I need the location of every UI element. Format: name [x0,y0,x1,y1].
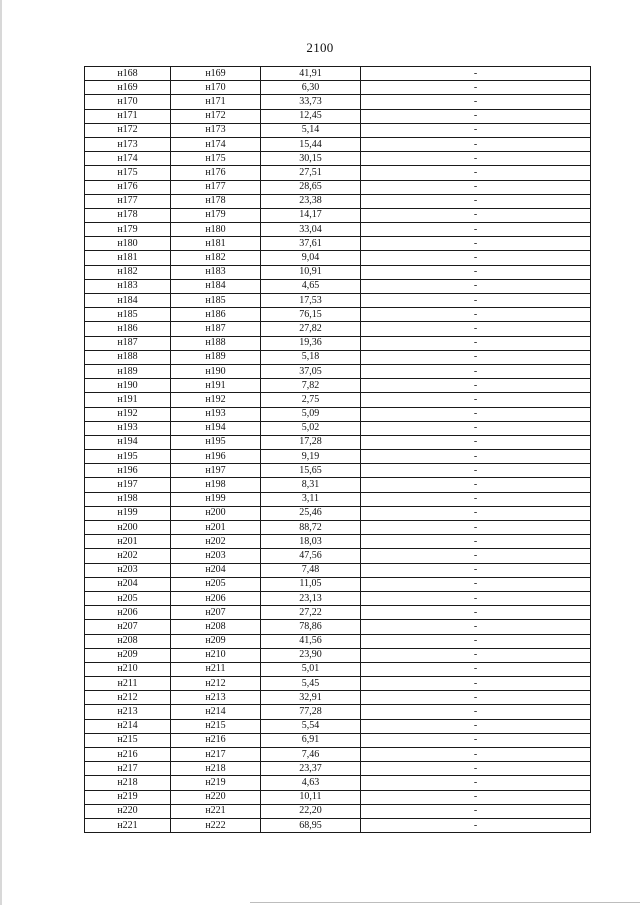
from-point-cell: н175 [85,166,171,180]
note-cell: - [361,521,591,535]
length-cell: 77,28 [261,705,361,719]
to-point-cell: н209 [171,634,261,648]
length-cell: 33,04 [261,223,361,237]
from-point-cell: н218 [85,776,171,790]
length-cell: 7,48 [261,563,361,577]
note-cell: - [361,478,591,492]
to-point-cell: н202 [171,535,261,549]
to-point-cell: н219 [171,776,261,790]
table-row [85,208,591,222]
from-point-cell: н199 [85,506,171,520]
table-row [85,577,591,591]
to-point-cell: н205 [171,577,261,591]
note-cell: - [361,393,591,407]
length-cell: 22,20 [261,804,361,818]
length-cell: 6,91 [261,733,361,747]
length-cell: 2,75 [261,393,361,407]
table-row [85,464,591,478]
note-cell: - [361,435,591,449]
from-point-cell: н186 [85,322,171,336]
to-point-cell: н199 [171,492,261,506]
length-cell: 7,46 [261,748,361,762]
to-point-cell: н197 [171,464,261,478]
length-cell: 10,11 [261,790,361,804]
from-point-cell: н205 [85,591,171,605]
from-point-cell: н187 [85,336,171,350]
note-cell: - [361,294,591,308]
table-row [85,265,591,279]
table-row [85,407,591,421]
table-row [85,450,591,464]
length-cell: 4,63 [261,776,361,790]
length-cell: 10,91 [261,265,361,279]
length-cell: 32,91 [261,691,361,705]
from-point-cell: н215 [85,733,171,747]
to-point-cell: н188 [171,336,261,350]
length-cell: 4,65 [261,279,361,293]
from-point-cell: н181 [85,251,171,265]
table-row [85,591,591,605]
note-cell: - [361,648,591,662]
to-point-cell: н171 [171,95,261,109]
note-cell: - [361,804,591,818]
table-row [85,322,591,336]
from-point-cell: н216 [85,748,171,762]
to-point-cell: н196 [171,450,261,464]
note-cell: - [361,208,591,222]
table-row [85,662,591,676]
from-point-cell: н202 [85,549,171,563]
note-cell: - [361,719,591,733]
to-point-cell: н217 [171,748,261,762]
from-point-cell: н194 [85,435,171,449]
length-cell: 15,65 [261,464,361,478]
from-point-cell: н168 [85,67,171,81]
note-cell: - [361,818,591,832]
table-row [85,634,591,648]
note-cell: - [361,776,591,790]
length-cell: 25,46 [261,506,361,520]
from-point-cell: н179 [85,223,171,237]
from-point-cell: н208 [85,634,171,648]
note-cell: - [361,166,591,180]
length-cell: 18,03 [261,535,361,549]
from-point-cell: н207 [85,620,171,634]
from-point-cell: н204 [85,577,171,591]
to-point-cell: н169 [171,67,261,81]
length-cell: 68,95 [261,818,361,832]
table-row [85,421,591,435]
length-cell: 30,15 [261,152,361,166]
to-point-cell: н218 [171,762,261,776]
table-row [85,705,591,719]
note-cell: - [361,194,591,208]
length-cell: 88,72 [261,521,361,535]
table-row [85,81,591,95]
to-point-cell: н184 [171,279,261,293]
table-row [85,180,591,194]
note-cell: - [361,421,591,435]
to-point-cell: н173 [171,123,261,137]
from-point-cell: н212 [85,691,171,705]
length-cell: 37,61 [261,237,361,251]
table-row [85,691,591,705]
note-cell: - [361,123,591,137]
note-cell: - [361,67,591,81]
to-point-cell: н216 [171,733,261,747]
table-row [85,67,591,81]
from-point-cell: н171 [85,109,171,123]
note-cell: - [361,336,591,350]
table-row [85,294,591,308]
length-cell: 33,73 [261,95,361,109]
length-cell: 8,31 [261,478,361,492]
from-point-cell: н184 [85,294,171,308]
table-row [85,364,591,378]
table-row [85,251,591,265]
length-cell: 41,56 [261,634,361,648]
to-point-cell: н220 [171,790,261,804]
to-point-cell: н195 [171,435,261,449]
length-cell: 14,17 [261,208,361,222]
to-point-cell: н201 [171,521,261,535]
to-point-cell: н193 [171,407,261,421]
length-cell: 12,45 [261,109,361,123]
table-row [85,478,591,492]
to-point-cell: н190 [171,364,261,378]
note-cell: - [361,634,591,648]
note-cell: - [361,109,591,123]
table-row [85,237,591,251]
to-point-cell: н200 [171,506,261,520]
from-point-cell: н170 [85,95,171,109]
table-row [85,166,591,180]
length-cell: 9,19 [261,450,361,464]
length-cell: 27,22 [261,606,361,620]
to-point-cell: н206 [171,591,261,605]
note-cell: - [361,577,591,591]
length-cell: 47,56 [261,549,361,563]
note-cell: - [361,733,591,747]
note-cell: - [361,279,591,293]
to-point-cell: н211 [171,662,261,676]
from-point-cell: н198 [85,492,171,506]
to-point-cell: н174 [171,137,261,151]
table-row [85,336,591,350]
from-point-cell: н189 [85,364,171,378]
to-point-cell: н214 [171,705,261,719]
note-cell: - [361,223,591,237]
table-row [85,308,591,322]
from-point-cell: н211 [85,677,171,691]
table-row [85,521,591,535]
length-cell: 5,45 [261,677,361,691]
to-point-cell: н189 [171,350,261,364]
length-cell: 6,30 [261,81,361,95]
to-point-cell: н212 [171,677,261,691]
to-point-cell: н182 [171,251,261,265]
from-point-cell: н176 [85,180,171,194]
from-point-cell: н214 [85,719,171,733]
length-cell: 15,44 [261,137,361,151]
note-cell: - [361,591,591,605]
to-point-cell: н178 [171,194,261,208]
table-row [85,677,591,691]
scan-edge-left [0,0,2,905]
note-cell: - [361,81,591,95]
length-cell: 7,82 [261,379,361,393]
from-point-cell: н183 [85,279,171,293]
table-row [85,535,591,549]
from-point-cell: н213 [85,705,171,719]
to-point-cell: н203 [171,549,261,563]
from-point-cell: н200 [85,521,171,535]
note-cell: - [361,265,591,279]
from-point-cell: н190 [85,379,171,393]
from-point-cell: н201 [85,535,171,549]
table-row [85,492,591,506]
length-cell: 37,05 [261,364,361,378]
note-cell: - [361,350,591,364]
note-cell: - [361,379,591,393]
from-point-cell: н169 [85,81,171,95]
table-row [85,563,591,577]
from-point-cell: н210 [85,662,171,676]
to-point-cell: н204 [171,563,261,577]
boundary-segments-table [84,66,591,833]
table-row [85,109,591,123]
note-cell: - [361,506,591,520]
to-point-cell: н215 [171,719,261,733]
table-row [85,606,591,620]
to-point-cell: н208 [171,620,261,634]
length-cell: 17,53 [261,294,361,308]
page-number: 2100 [306,40,334,55]
table-row [85,95,591,109]
table-row [85,279,591,293]
length-cell: 5,01 [261,662,361,676]
table-row [85,223,591,237]
note-cell: - [361,762,591,776]
table-row [85,733,591,747]
table-row [85,137,591,151]
length-cell: 27,82 [261,322,361,336]
table-row [85,379,591,393]
length-cell: 19,36 [261,336,361,350]
note-cell: - [361,790,591,804]
length-cell: 9,04 [261,251,361,265]
length-cell: 5,14 [261,123,361,137]
to-point-cell: н198 [171,478,261,492]
table-row [85,435,591,449]
table-row [85,762,591,776]
to-point-cell: н180 [171,223,261,237]
table-row [85,152,591,166]
from-point-cell: н197 [85,478,171,492]
table-body [85,67,591,833]
note-cell: - [361,563,591,577]
length-cell: 23,90 [261,648,361,662]
table-row [85,790,591,804]
from-point-cell: н192 [85,407,171,421]
from-point-cell: н219 [85,790,171,804]
from-point-cell: н180 [85,237,171,251]
from-point-cell: н185 [85,308,171,322]
note-cell: - [361,450,591,464]
to-point-cell: н179 [171,208,261,222]
note-cell: - [361,620,591,634]
to-point-cell: н170 [171,81,261,95]
table-row [85,350,591,364]
length-cell: 23,37 [261,762,361,776]
to-point-cell: н207 [171,606,261,620]
from-point-cell: н174 [85,152,171,166]
table-row [85,506,591,520]
note-cell: - [361,322,591,336]
from-point-cell: н182 [85,265,171,279]
length-cell: 5,54 [261,719,361,733]
length-cell: 11,05 [261,577,361,591]
from-point-cell: н217 [85,762,171,776]
note-cell: - [361,691,591,705]
note-cell: - [361,180,591,194]
length-cell: 23,13 [261,591,361,605]
to-point-cell: н183 [171,265,261,279]
to-point-cell: н192 [171,393,261,407]
to-point-cell: н221 [171,804,261,818]
length-cell: 17,28 [261,435,361,449]
to-point-cell: н177 [171,180,261,194]
table-row [85,818,591,832]
note-cell: - [361,492,591,506]
length-cell: 28,65 [261,180,361,194]
to-point-cell: н191 [171,379,261,393]
to-point-cell: н186 [171,308,261,322]
to-point-cell: н175 [171,152,261,166]
note-cell: - [361,95,591,109]
note-cell: - [361,535,591,549]
note-cell: - [361,137,591,151]
note-cell: - [361,662,591,676]
from-point-cell: н178 [85,208,171,222]
from-point-cell: н177 [85,194,171,208]
to-point-cell: н185 [171,294,261,308]
length-cell: 5,18 [261,350,361,364]
length-cell: 76,15 [261,308,361,322]
scan-edge-bottom [250,902,640,903]
table-row [85,804,591,818]
to-point-cell: н181 [171,237,261,251]
from-point-cell: н188 [85,350,171,364]
note-cell: - [361,748,591,762]
table-row [85,393,591,407]
table-row [85,549,591,563]
to-point-cell: н222 [171,818,261,832]
table-row [85,194,591,208]
from-point-cell: н195 [85,450,171,464]
note-cell: - [361,308,591,322]
from-point-cell: н209 [85,648,171,662]
to-point-cell: н194 [171,421,261,435]
note-cell: - [361,606,591,620]
table-row [85,748,591,762]
note-cell: - [361,549,591,563]
note-cell: - [361,464,591,478]
from-point-cell: н191 [85,393,171,407]
note-cell: - [361,705,591,719]
length-cell: 78,86 [261,620,361,634]
from-point-cell: н196 [85,464,171,478]
table-row [85,719,591,733]
length-cell: 5,09 [261,407,361,421]
note-cell: - [361,152,591,166]
to-point-cell: н210 [171,648,261,662]
from-point-cell: н193 [85,421,171,435]
note-cell: - [361,237,591,251]
length-cell: 3,11 [261,492,361,506]
from-point-cell: н221 [85,818,171,832]
note-cell: - [361,677,591,691]
length-cell: 27,51 [261,166,361,180]
length-cell: 5,02 [261,421,361,435]
table-row [85,123,591,137]
from-point-cell: н220 [85,804,171,818]
to-point-cell: н172 [171,109,261,123]
length-cell: 23,38 [261,194,361,208]
from-point-cell: н203 [85,563,171,577]
table-row [85,620,591,634]
note-cell: - [361,251,591,265]
from-point-cell: н172 [85,123,171,137]
to-point-cell: н213 [171,691,261,705]
length-cell: 41,91 [261,67,361,81]
table-row [85,776,591,790]
from-point-cell: н173 [85,137,171,151]
from-point-cell: н206 [85,606,171,620]
to-point-cell: н187 [171,322,261,336]
to-point-cell: н176 [171,166,261,180]
table-row [85,648,591,662]
note-cell: - [361,407,591,421]
note-cell: - [361,364,591,378]
